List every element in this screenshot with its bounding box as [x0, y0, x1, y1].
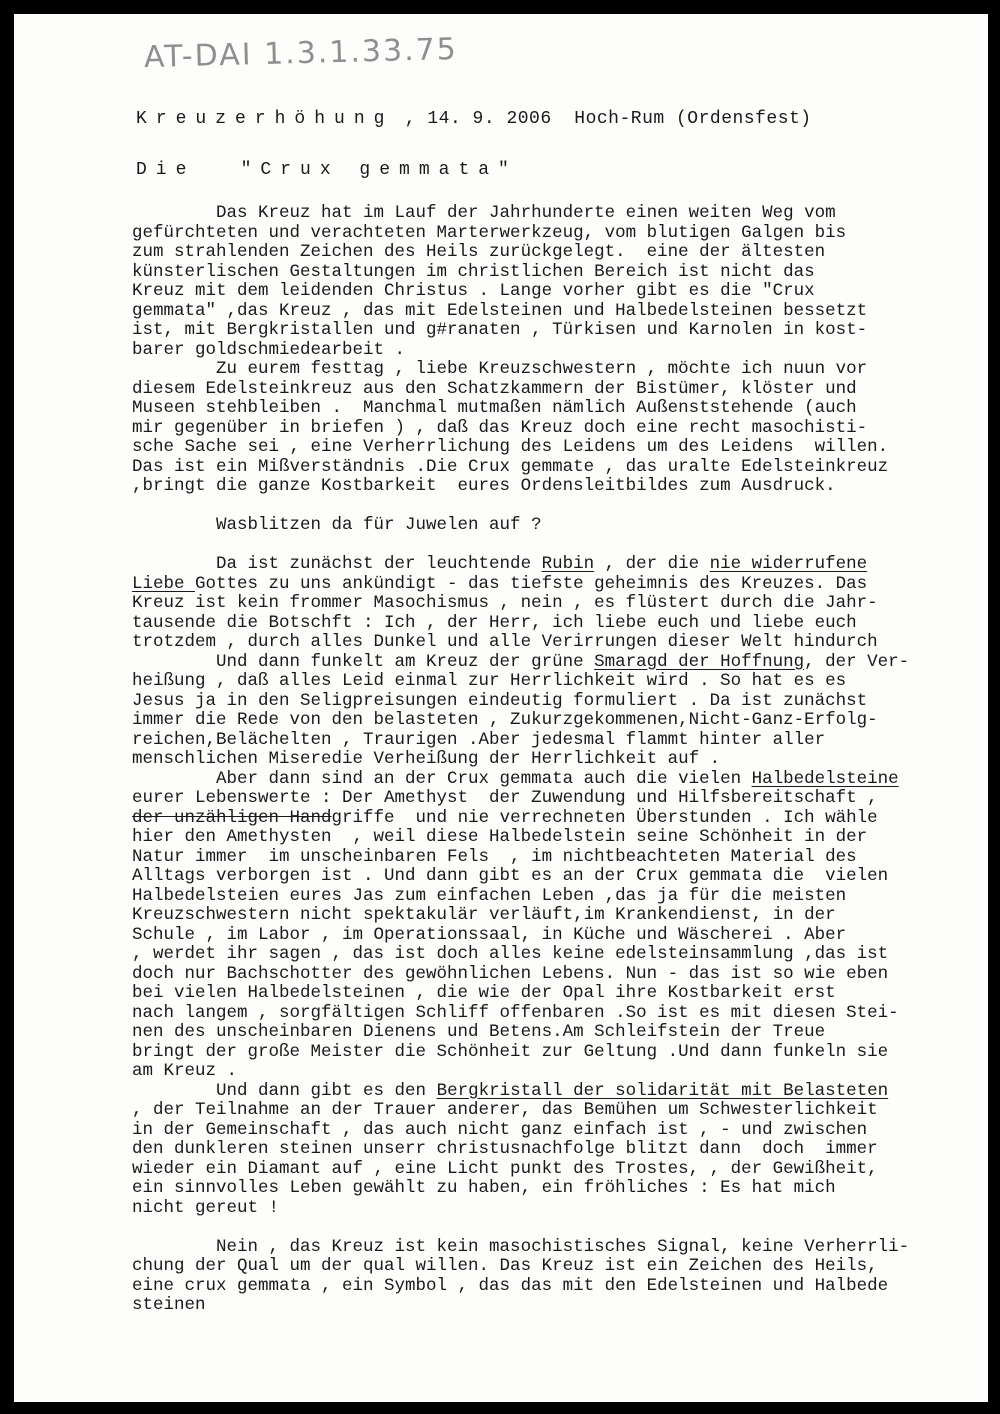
sermon-title-line: [136, 160, 518, 180]
text-line: Alltags verborgen ist . Und dann gibt es an der Crux gemmata die vielen: [132, 866, 889, 886]
text-line: Halbedelsteien eures Jas zum einfachen Leben ,das ja für die meisten: [132, 885, 847, 906]
text-line: am Kreuz .: [132, 1061, 238, 1081]
feast-title: Kreuzerhöhung: [136, 109, 394, 129]
document-page: [14, 14, 988, 1402]
text-line: ist, mit Bergkristallen und g#ranaten , Türkisen und Karnolen in kost-: [132, 320, 868, 340]
text-line: Wasblitzen da für Juwelen auf ?: [132, 515, 542, 535]
text-span: Und dann gibt es den: [132, 1080, 437, 1101]
text-line: [132, 809, 988, 829]
text-span: Aber dann sind an der Crux gemmata auch die vielen: [132, 768, 752, 789]
struck-through-text: der unzähligen Hand: [132, 807, 332, 828]
text-line: zum strahlenden Zeichen des Heils zurückgelegt. eine der ältesten: [132, 242, 826, 262]
text-line: menschlichen Miseredie Verheißung der Herrlichkeit auf .: [132, 749, 721, 769]
text-line: Nein , das Kreuz ist kein masochistisches Signal, keine Verherrli-: [132, 1236, 910, 1257]
text-line: gemmata" ,das Kreuz , das mit Edelsteinen und Halbedelsteinen bessetzt: [132, 300, 868, 321]
text-line: [132, 653, 988, 673]
text-line: [132, 770, 988, 790]
text-line: doch nur Bachschotter des gewöhnlichen Lebens. Nun - das ist so wie eben: [132, 963, 889, 984]
text-line: mir gegenüber in briefen ) , daß das Kreuz doch eine recht masochisti-: [132, 417, 868, 438]
text-line: nen des unscheinbaren Dienens und Betens.Am Schleifstein der Treue: [132, 1022, 826, 1042]
text-span: Und dann funkelt am Kreuz der grüne: [132, 651, 595, 672]
paragraph-gap: [132, 1218, 988, 1238]
text-line: Kreuzschwestern nicht spektakulär verläuft,im Krankendienst, in der: [132, 905, 836, 925]
text-line: hier den Amethysten , weil diese Halbedelstein seine Schönheit in der: [132, 827, 868, 847]
text-span: , der Ver-: [804, 651, 910, 672]
text-line: heißung , daß alles Leid einmal zur Herrlichkeit wird . So hat es es: [132, 671, 847, 691]
sermon-body: [132, 204, 988, 1316]
text-line: Schule , im Labor , im Operationssaal, in Küche und Wäscherei . Aber: [132, 924, 847, 945]
text-line: [132, 575, 988, 595]
text-span: , der die: [594, 554, 710, 574]
text-line: chung der Qual um der qual willen. Das Kreuz ist ein Zeichen des Heils,: [132, 1256, 878, 1276]
date-place: , 14. 9. 2006 Hoch-Rum (Ordensfest): [393, 109, 812, 129]
text-line: künsterlischen Gestaltungen im christlichen Bereich ist nicht das: [132, 261, 815, 282]
paragraph-gap: [132, 497, 988, 517]
underlined-emerald: Smaragd der Hoffnung: [594, 651, 805, 672]
text-line: immer die Rede von den belasteten , Zukurzgekommenen,Nicht-Ganz-Erfolg-: [132, 710, 878, 730]
text-line: [132, 555, 988, 575]
text-line: nicht gereut !: [132, 1197, 280, 1218]
text-line: wieder ein Diamant auf , eine Licht punkt des Trostes, , der Gewißheit,: [132, 1158, 878, 1179]
text-line: steinen: [132, 1295, 206, 1315]
text-line: Das Kreuz hat im Lauf der Jahrhunderte einen weiten Weg vom: [132, 203, 836, 223]
text-line: Kreuz ist kein frommer Masochismus , nein , es flüstert durch die Jahr-: [132, 593, 878, 613]
text-line: Jesus ja in den Seligpreisungen eindeutig formuliert . Da ist zunächst: [132, 690, 868, 711]
title-prefix: Die: [136, 160, 196, 180]
text-line: diesem Edelsteinkreuz aus den Schatzkammern der Bistümer, klöster und: [132, 378, 857, 399]
underlined-ruby: Rubin: [541, 554, 595, 574]
text-line: barer goldschmiedearbeit .: [132, 339, 406, 360]
text-line: , der Teilnahme an der Trauer anderer, das Bemühen um Schwesterlichkeit: [132, 1100, 878, 1120]
underlined-phrase: nie widerrufene: [709, 554, 868, 574]
text-line: tausende die Botschft : Ich , der Herr, ich liebe euch und liebe euch: [132, 612, 857, 633]
text-line: bei vielen Halbedelsteinen , die wie der Opal ihre Kostbarkeit erst: [132, 983, 836, 1003]
sermon-title: "Crux gemmata": [240, 160, 518, 180]
text-line: ein sinnvolles Leben gewählt zu haben, ein fröhliches : Es hat mich: [132, 1178, 836, 1198]
text-line: eine crux gemmata , ein Symbol , das das mit den Edelsteinen und Halbede: [132, 1275, 889, 1296]
text-span: Gottes zu uns ankündigt - das tiefste geheimnis des Kreuzes. Das: [195, 573, 868, 594]
text-line: reichen,Belächelten , Traurigen .Aber jedesmal flammt hinter aller: [132, 729, 826, 750]
text-line: Das ist ein Mißverständnis .Die Crux gemmate , das uralte Edelsteinkreuz: [132, 456, 889, 477]
heading-line: [136, 109, 812, 129]
text-span: Da ist zunächst der leuchtende: [132, 554, 542, 574]
text-line: Museen stehbleiben . Manchmal mutmaßen nämlich Außenststehende (auch: [132, 398, 857, 418]
text-line: ,bringt die ganze Kostbarkeit eures Ordensleitbildes zum Ausdruck.: [132, 476, 836, 496]
underlined-crystal: Bergkristall der solidarität mit Belasteten: [436, 1080, 889, 1101]
text-line: Zu eurem festtag , liebe Kreuzschwestern , möchte ich nuun vor: [132, 359, 868, 379]
text-line: nach langem , sorgfältigen Schliff offenbaren .So ist es mit diesen Stei-: [132, 1002, 899, 1023]
text-line: gefürchteten und verachteten Marterwerkzeug, vom blutigen Galgen bis: [132, 222, 847, 243]
text-span: griffe und nie verrechneten Überstunden . Ich wähle: [331, 807, 878, 828]
paragraph-gap: [132, 536, 988, 556]
text-line: bringt der große Meister die Schönheit zur Geltung .Und dann funkeln sie: [132, 1041, 889, 1062]
text-line: , werdet ihr sagen , das ist doch alles keine edelsteinsammlung ,das ist: [132, 944, 889, 964]
text-line: Natur immer im unscheinbaren Fels , im nichtbeachteten Material des: [132, 846, 857, 867]
underlined-phrase: Liebe: [132, 573, 196, 594]
text-line: den dunkleren steinen unserr christusnachfolge blitzt dann doch immer: [132, 1139, 878, 1159]
archive-reference-stamp: AT-DAI 1.3.1.33.75: [143, 31, 459, 76]
underlined-semiprecious: Halbedelsteine: [751, 768, 899, 789]
text-line: eurer Lebenswerte : Der Amethyst der Zuwendung und Hilfsbereitschaft ,: [132, 788, 878, 808]
text-line: sche Sache sei , eine Verherrlichung des Leidens um des Leidens willen.: [132, 437, 889, 457]
text-line: [132, 1082, 988, 1102]
text-line: Kreuz mit dem leidenden Christus . Lange vorher gibt es die "Crux: [132, 281, 815, 301]
text-line: in der Gemeinschaft , das auch nicht ganz einfach ist , - und zwischen: [132, 1119, 868, 1140]
text-line: trotzdem , durch alles Dunkel und alle Verirrungen dieser Welt hindurch: [132, 632, 878, 652]
